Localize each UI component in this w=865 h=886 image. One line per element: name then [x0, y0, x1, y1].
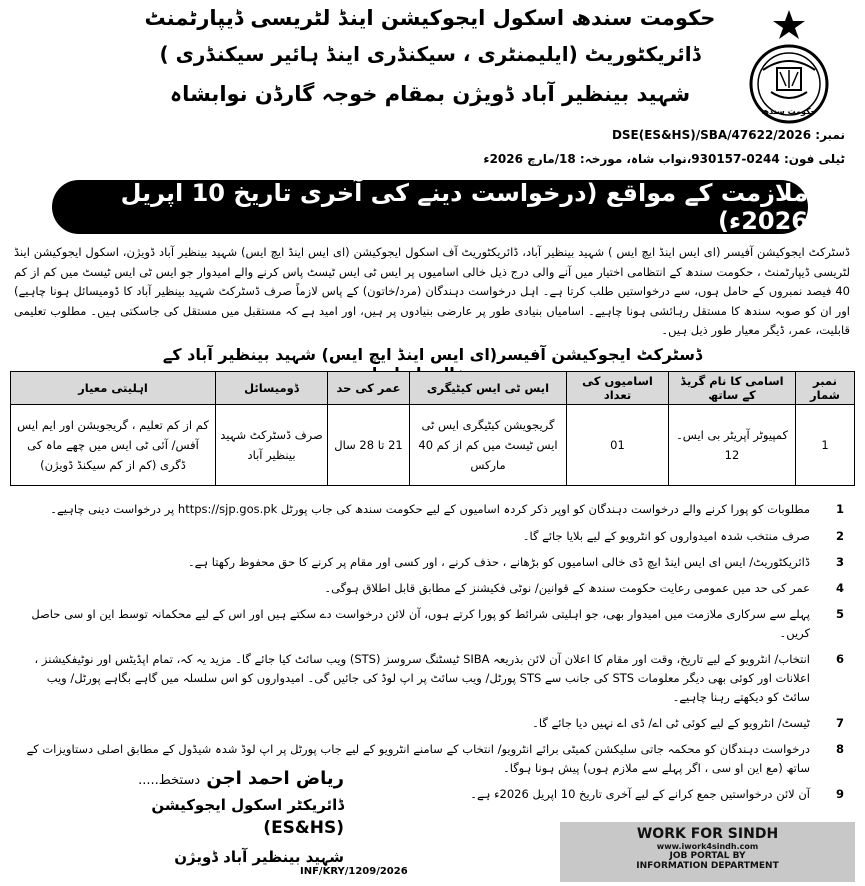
term-number: 6	[835, 652, 844, 666]
cell-post: کمپیوٹر آپریٹر بی ایس۔ 12	[669, 405, 796, 486]
col-age: عمر کی حد	[328, 372, 410, 405]
list-item	[14, 579, 850, 598]
watermark-line-2: INFORMATION DEPARTMENT	[636, 861, 779, 871]
cell-age: 21 تا 28 سال	[328, 405, 410, 486]
cell-domicile: صرف ڈسٹرکٹ شہید بینظیر آباد	[216, 405, 328, 486]
term-number: 5	[835, 607, 844, 621]
signature-name: ریاض احمد اجن	[206, 768, 344, 789]
signature-title: ڈائریکٹر اسکول ایجوکیشن	[151, 796, 344, 814]
list-item	[14, 527, 850, 546]
table-row	[11, 405, 855, 486]
term-number: 9	[835, 787, 844, 801]
term-text: پہلے سے سرکاری ملازمت میں امیدوار بھی، جو اہلیتی شرائط کو پورا کرتے ہوں، آن لائن درخواست دے سکتے ہیں اور اس کے لیے محکمانہ توسط این او سی حاصل کریں۔	[31, 607, 810, 640]
reference-line: نمبر: DSE(ES&HS)/SBA/47622/2026	[611, 128, 845, 142]
watermark-url: www.iwork4sindh.com	[656, 842, 759, 851]
list-item	[14, 650, 850, 707]
term-text: آن لائن درخواستیں جمع کرانے کے لیے آخری تاریخ 10 اپریل 2026ء ہے۔	[470, 787, 810, 801]
cell-eligibility: کم از کم تعلیم ، گریجویشن اور ایم ایس آفس/ آئی ٹی ایس میں چھے ماہ کی ڈگری (کم از کم سیکنڈ ڈویژن)	[11, 405, 216, 486]
term-number: 8	[835, 742, 844, 756]
signature-dept: (ES&HS)	[263, 818, 344, 838]
term-text: ٹیسٹ/ انٹرویو کے لیے کوئی ٹی اے/ ڈی اے نہیں دیا جائے گا۔	[532, 716, 810, 730]
term-text: درخواست دہندگان کو محکمہ جاتی سلیکشن کمیٹی برائے انٹرویو/ انتخاب کے سامنے انٹرویو کے لیے جاب پورٹل پر اپ لوڈ شدہ شیڈول کے مطابق اصلی دستاویزات کے ساتھ (مع این او سی ، اگر پہلے سے ملازم ہوں) پیش ہونا ہوگا۔	[26, 742, 810, 775]
list-item	[14, 605, 850, 643]
inf-number: INF/KRY/1209/2026	[300, 866, 408, 877]
vacancies-table	[10, 371, 855, 486]
phone-date-line: ٹیلی فون: 0244-930157،نواب شاہ، مورخہ: 18/مارچ 2026ء	[483, 152, 845, 166]
work-for-sindh-watermark	[560, 822, 855, 882]
term-text: ڈائریکٹوریٹ/ ایس ای ایس اینڈ ایچ ڈی خالی اسامیوں کو بڑھانے ، حذف کرنے ، اور کسی اور مقام پر کرنے کا حق محفوظ رکھتا ہے۔	[187, 555, 810, 569]
term-number: 1	[835, 502, 844, 516]
employment-banner	[52, 180, 808, 234]
reference-label: نمبر	[820, 128, 845, 142]
cell-sts: گریجویشن کیٹیگری ایس ٹی ایس ٹیسٹ میں کم از کم 40 مارکس	[410, 405, 567, 486]
term-number: 3	[835, 555, 844, 569]
col-post: اسامی کا نام گریڈ کے ساتھ	[669, 372, 796, 405]
term-number: 7	[835, 716, 844, 730]
term-text: صرف منتخب شدہ امیدواروں کو انٹرویو کے لیے بلایا جائے گا۔	[522, 529, 810, 543]
reference-number: DSE(ES&HS)/SBA/47622/2026	[611, 128, 812, 142]
list-item	[14, 553, 850, 572]
watermark-brand: WORK FOR SINDH	[636, 826, 779, 842]
term-number: 4	[835, 581, 844, 595]
cell-count: 01	[567, 405, 669, 486]
col-domicile: ڈومیسائل	[216, 372, 328, 405]
term-text: مطلوبات کو پورا کرنے والے درخواست دہندگان کو اوپر ذکر کردہ اسامیوں کے لیے حکومت سندھ کی جاب پورٹل https://sjp.gos.pk پر درخواست دینی چاہیے۔	[50, 502, 810, 516]
terms-list	[14, 500, 850, 804]
list-item	[14, 714, 850, 733]
term-number: 2	[835, 529, 844, 543]
col-sts: ایس ٹی ایس کیٹیگری	[410, 372, 567, 405]
list-item	[14, 500, 850, 519]
table-header-row	[11, 372, 855, 405]
banner-text: ملازمت کے مواقع (درخواست دینے کی آخری تاریخ 10 اپریل 2026ء)	[120, 179, 808, 235]
term-text: انتخاب/ انٹرویو کے لیے تاریخ، وقت اور مقام کا اعلان آن لائن بذریعہ SIBA ٹیسٹنگ سروسز (STS) ویب سائٹ کیا جائے گا۔ مزید یہ کہ، تمام اپڈیٹس اور نوٹیفکیشنز ، اعلانات اور کوئی بھی دیگر معلومات STS کی جانب سے STS پورٹل/ ویب سائٹ پر اپ لوڈ کی جائیں گی۔ امیدواروں کو اس سلسلہ میں گاہے بگاہے پورٹل/ ویب سائٹ کو دیکھتے رہنا چاہیے۔	[34, 652, 810, 704]
col-eligibility: اہلیتی معیار	[11, 372, 216, 405]
col-count: اسامیوں کی تعداد	[567, 372, 669, 405]
term-text: عمر کی حد میں عمومی رعایت حکومت سندھ کے قوانین/ نوٹی فکیشنز کے مطابق قابل اطلاق ہوگی۔	[324, 581, 810, 595]
cell-serial: 1	[796, 405, 855, 486]
watermark-line-1: JOB PORTAL BY	[669, 851, 746, 861]
signature-division: شہید بینظیر آباد ڈویژن	[174, 848, 344, 866]
intro-paragraph: ڈسٹرکٹ ایجوکیشن آفیسر (ای ایس اینڈ ایچ ایس ) شہید بینظیر آباد، ڈائریکٹوریٹ آف اسکول ایجوکیشن (ای ایس اینڈ ایچ ایس) شہید بینظیر آباد ڈویژن، اسکول ایجوکیشن اینڈ لٹریسی ڈیپارٹمنٹ ، حکومت سندھ کے انتظامی اختیار میں آنے والی درج ذیل خالی اسامیوں پر ایس ٹی ایس ٹیسٹ پاس کرنے والے امیدوار جو ایس ٹی ایس ٹیسٹ میں کم از کم 40 فیصد نمبروں کے حامل ہوں، سے درخواستیں طلب کرتا ہے۔ اہل درخواست دہندگان (مرد/خاتون) کے پاس لازماً صرف ڈسٹرکٹ شہید بینظیر آباد کا ڈومیسائل ہونا چاہیے) اور ان کو صوبہ سندھ کا مستقل رہائشی ہونا چاہیے۔ اسامیاں بنیادی طور پر عارضی بنیادوں پر ہیں، اور امید ہے کہ مستقبل میں مستقل کی جاسکتی ہیں۔ مطلوب تعلیمی قابلیت، عمر، ڈیگر معیار طور ذیل ہیں۔	[14, 245, 850, 337]
col-serial: نمبر شمار	[796, 372, 855, 405]
signature-line	[14, 768, 344, 789]
header-line-3: شہید بینظیر آباد ڈویژن بمقام خوجہ گارڈن نوابشاہ	[169, 82, 691, 106]
signature-label: دستخط.....	[138, 773, 201, 788]
header-line-1: حکومت سندھ اسکول ایجوکیشن اینڈ لٹریسی ڈیپارٹمنٹ	[144, 6, 716, 30]
header-line-2: ڈائریکٹوریٹ (ایلیمنٹری ، سیکنڈری اینڈ ہائیر سیکنڈری )	[159, 42, 701, 66]
vacancies-subheading: ڈسٹرکٹ ایجوکیشن آفیسر(ای ایس اینڈ ایچ ایس) شہید بینظیر آباد کے	[162, 345, 703, 364]
seal-text: حکومت سندھ	[761, 107, 817, 116]
sindh-government-seal-icon	[733, 8, 845, 126]
